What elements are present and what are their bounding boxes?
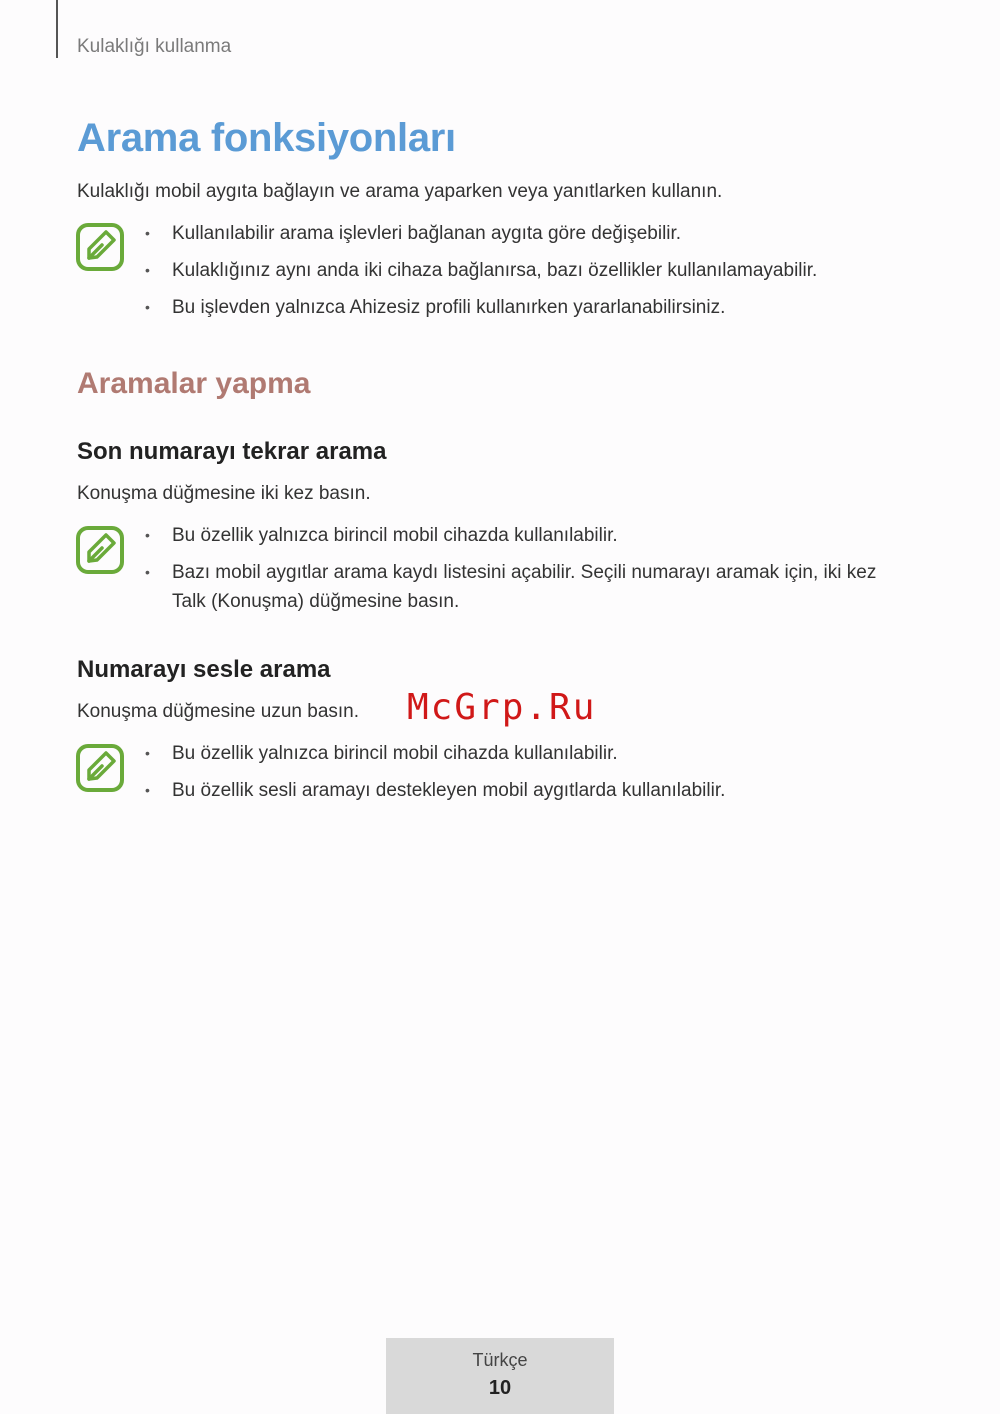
subsection-title-voice-dial: Numarayı sesle arama	[77, 656, 331, 683]
list-item: • Bazı mobil aygıtlar arama kaydı listesini açabilir. Seçili numarayı aramak için, iki kez Talk (Konuşma) düğmesine basın.	[145, 558, 915, 616]
note-icon	[76, 223, 124, 271]
note-list	[145, 521, 915, 624]
page-footer	[386, 1338, 614, 1414]
footer-language: Türkçe	[472, 1350, 528, 1370]
redial-text: Konuşma düğmesine iki kez basın.	[77, 483, 371, 504]
note-list	[145, 219, 915, 330]
section-label: Kulaklığı kullanma	[77, 36, 232, 57]
list-item: • Bu özellik yalnızca birincil mobil cihazda kullanılabilir.	[145, 739, 915, 768]
page-title: Arama fonksiyonları	[77, 116, 456, 160]
intro-text: Kulaklığı mobil aygıta bağlayın ve arama yaparken veya yanıtlarken kullanın.	[77, 181, 723, 202]
note-list	[145, 739, 915, 813]
note-icon	[76, 744, 124, 792]
list-item: • Kullanılabilir arama işlevleri bağlanan aygıta göre değişebilir.	[145, 219, 915, 248]
list-item: • Bu işlevden yalnızca Ahizesiz profili kullanırken yararlanabilirsiniz.	[145, 293, 915, 322]
voice-dial-text: Konuşma düğmesine uzun basın.	[77, 701, 360, 722]
subsection-title-redial: Son numarayı tekrar arama	[77, 438, 387, 465]
header-rule	[56, 0, 58, 58]
list-item: • Bu özellik sesli aramayı destekleyen mobil aygıtlarda kullanılabilir.	[145, 776, 915, 805]
page-number: 10	[488, 1377, 512, 1399]
note-icon	[76, 526, 124, 574]
list-item: • Kulaklığınız aynı anda iki cihaza bağlanırsa, bazı özellikler kullanılamayabilir.	[145, 256, 915, 285]
list-item: • Bu özellik yalnızca birincil mobil cihazda kullanılabilir.	[145, 521, 915, 550]
section-title: Aramalar yapma	[77, 367, 311, 400]
watermark: McGrp.Ru	[407, 687, 597, 728]
